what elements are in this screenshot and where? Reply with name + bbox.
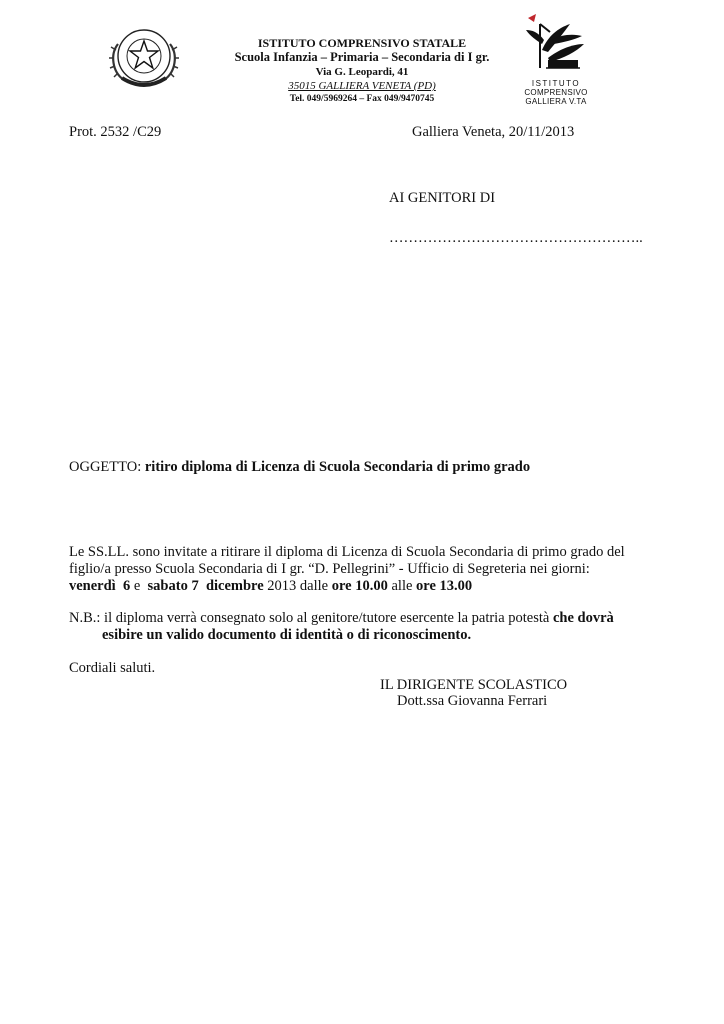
body-line-2: figlio/a presso Scuola Secondaria di I gr. “D. Pellegrini” - Ufficio di Segreteria nei giorni:: [69, 561, 590, 577]
nb-line-1: [69, 610, 656, 627]
school-logo: [518, 10, 594, 110]
body-line-3: [69, 578, 656, 595]
signature-name: Dott.ssa Giovanna Ferrari: [397, 693, 548, 709]
plant-book-logo-icon: [518, 10, 594, 72]
nb-text: N.B.: il diploma verrà consegnato solo al genitore/tutore esercente la patria potestà: [69, 610, 553, 626]
closing-greeting: Cordiali saluti.: [69, 660, 156, 676]
header-school-type: ISTITUTO COMPRENSIVO STATALE: [257, 36, 467, 50]
time-start: ore 10.00: [331, 578, 388, 594]
header-phone-fax: Tel. 049/5969264 – Fax 049/9470745: [289, 94, 435, 104]
italian-republic-emblem: [104, 20, 184, 92]
school-logo-line2: COMPRENSIVO: [524, 88, 588, 97]
to-word: alle: [387, 578, 417, 594]
nb-line-2: esibire un valido documento di identità o di riconoscimento.: [102, 627, 472, 643]
year-from: 2013 dalle: [263, 578, 332, 594]
date-saturday: sabato 7 dicembre: [147, 578, 264, 594]
place-date: Galliera Veneta, 20/11/2013: [412, 124, 575, 140]
nb-note: [69, 610, 656, 644]
subject-line: [69, 459, 530, 476]
body-paragraph: [69, 544, 656, 595]
nb-bold: che dovrà: [552, 610, 614, 626]
body-line-1: Le SS.LL. sono invitate a ritirare il diploma di Licenza di Scuola Secondaria di primo grado del: [69, 544, 625, 560]
header-city: 35015 GALLIERA VENETA (PD): [288, 80, 436, 92]
time-end: ore 13.00: [416, 578, 473, 594]
subject-label: OGGETTO:: [69, 459, 145, 475]
school-logo-line3: GALLIERA V.TA: [525, 97, 587, 106]
subject-text: ritiro diploma di Licenza di Scuola Secondaria di primo grado: [144, 459, 531, 475]
header-address: Via G. Leopardi, 41: [315, 66, 409, 78]
addressee-blank-line: ……………………………………………..: [389, 230, 643, 246]
addressee-label: AI GENITORI DI: [389, 190, 496, 206]
protocol-number: Prot. 2532 /C29: [69, 124, 162, 140]
emblem-icon: [104, 20, 184, 92]
header-school-levels: Scuola Infanzia – Primaria – Secondaria di I gr.: [234, 50, 490, 64]
signature-title: IL DIRIGENTE SCOLASTICO: [380, 677, 568, 693]
date-friday: venerdì 6: [69, 578, 131, 594]
school-logo-line1: ISTITUTO: [531, 79, 581, 88]
conjunction: e: [130, 578, 148, 594]
